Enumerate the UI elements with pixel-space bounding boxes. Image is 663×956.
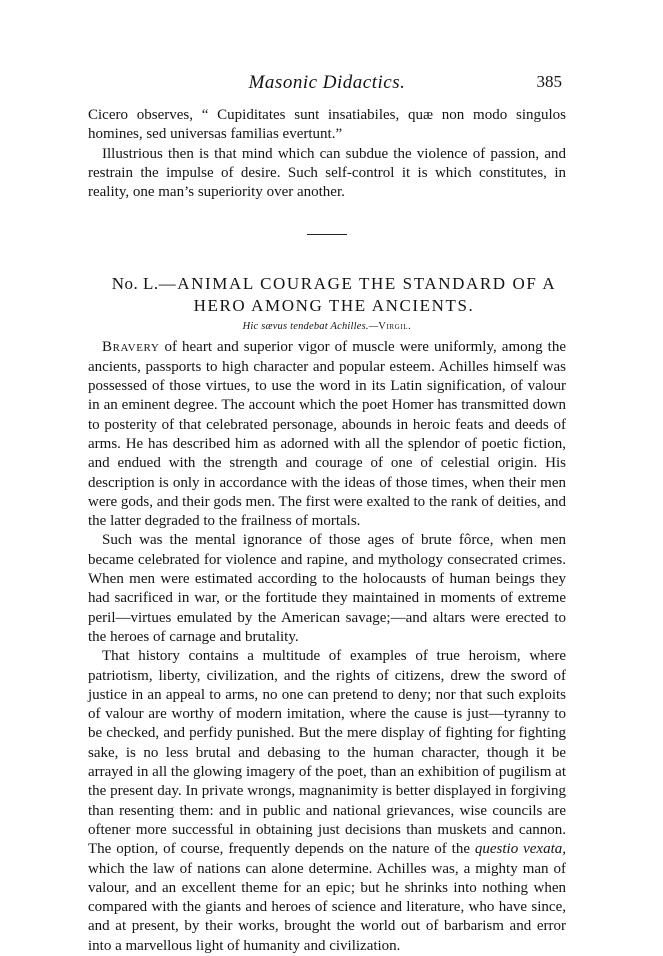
section-number: No. L.: [111, 274, 159, 294]
body-paragraph-3-italic: questio vexata,: [474, 841, 566, 858]
body-paragraph-2: Such was the mental ignorance of those ages of brute fôrce, when men became celebrated for violence and rapine, and mythology consecrated crimes. When men were estimated according to the holocausts of human beings they had sacrificed in war, or the fortitude they maintained in moments of extreme peril—virtues emulated by the American savage;—and altars were erected to the heroes of carnage and brutality.: [88, 532, 566, 645]
page-number: 385: [536, 72, 562, 91]
section-heading: [88, 273, 566, 317]
body-paragraph-1-text: of heart and superior vigor of muscle were uniformly, among the ancients, passports to high character and popular esteem. Achilles himself was possessed of those virtues, to use the word in its Latin signification, of valour in an eminent degree. The account which the poet Homer has transmitted down to posterity of that celebrated personage, abounds in heroic feats and deeds of arms. He has described him as adorned with all the splendor of poetic fiction, and endued with the strength and courage of one of celestial origin. His description is only in accordance with the ideas of those times, when their men were gods, and their gods men. The first were exalted to the rank of deities, and the latter degraded to the frailness of mortals.: [88, 339, 566, 530]
book-page: [88, 72, 566, 956]
section-title: —ANIMAL COURAGE THE STANDARD OF A HERO AMONG THE ANCIENTS.: [158, 274, 557, 316]
running-head: [88, 72, 566, 98]
body-paragraph-3-text-b: which the law of nations can alone determine. Achilles was, a mighty man of valour, and an excellent theme for an epic; but he shrinks into nothing when compared with the giants and heroes of science and literature, who have since, and at present, by their works, brought the world out of barbarism and error into a marvellous light of humanity and civilization.: [88, 860, 566, 954]
body-paragraph-3: [88, 647, 566, 956]
epigraph: [88, 321, 566, 332]
epigraph-source: Virgil.: [378, 321, 412, 333]
running-title: Masonic Didactics.: [248, 72, 406, 93]
section-divider: [307, 234, 347, 235]
body-paragraph-1: [88, 338, 566, 531]
opening-quote-paragraph: Cicero observes, “ Cupiditates sunt insatiabiles, quæ non modo singulos homines, sed universas familias evertunt.”: [88, 107, 566, 143]
epigraph-text: Hic sævus tendebat Achilles.—: [242, 321, 379, 333]
body-lead-word: Bravery: [102, 339, 160, 356]
opening-conclusion-paragraph: Illustrious then is that mind which can subdue the violence of passion, and restrain the impulse of desire. Such self-control it is which constitutes, in reality, one man’s superiority over another.: [88, 145, 566, 201]
body-paragraph-3-text-a: That history contains a multitude of examples of true heroism, where patriotism, liberty, civilization, and the rights of citizens, drew the sword of justice in an appeal to arms, no one can pretend to deny; nor that such exploits of valour are worthy of modern imitation, where the cause is just—tyranny to be checked, and perfidy punished. But the mere display of fighting for fighting sake, is no less brutal and debasing to the human character, though it be arrayed in all the glowing imagery of the poet, than an exhibition of pugilism at the present day. In private wrongs, magnanimity is better displayed in forgiving than resenting them: and in public and national grievances, wise councils are oftener more successful in obtaining just decisions than muskets and cannon. The option, of course, frequently depends on the nature of the: [88, 648, 566, 858]
